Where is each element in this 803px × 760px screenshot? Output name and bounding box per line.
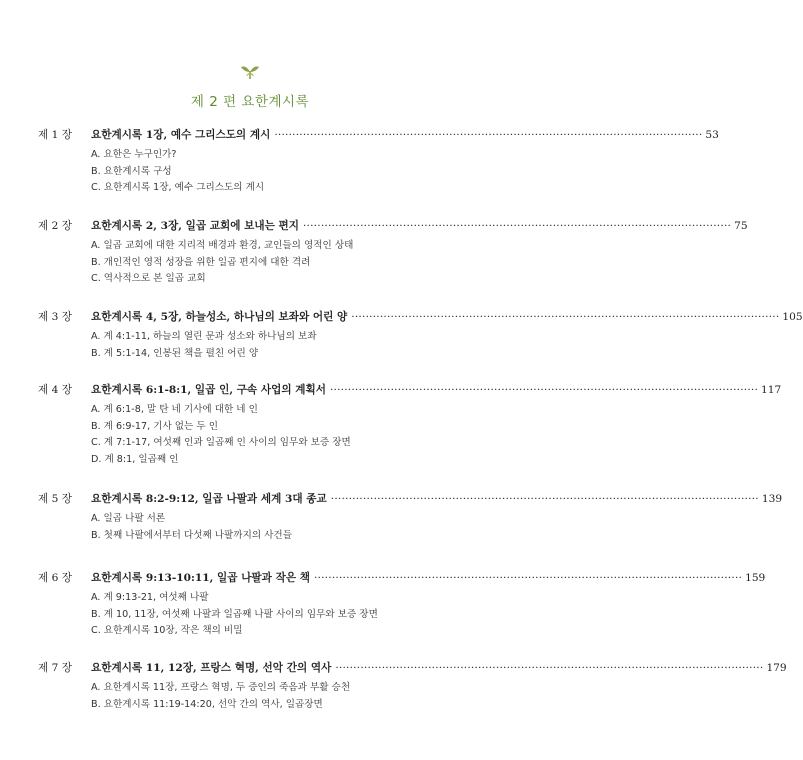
section-item: B. 요한계시록 11:19-14:20, 선악 간의 역사, 일곱장면 <box>91 698 323 710</box>
section-list <box>91 329 418 362</box>
chapter-entry <box>38 491 783 544</box>
leaf-ornament <box>0 64 500 84</box>
chapter-page-number: 179 <box>766 662 787 674</box>
section-item: A. 일곱 나팔 서론 <box>91 513 166 524</box>
chapter-number: 제 1 장 <box>38 129 72 141</box>
section-item: A. 요한은 누구인가? <box>91 149 177 160</box>
dot-leader: ························································································································ <box>335 662 764 674</box>
chapter-title: 요한계시록 9:13-10:11, 일곱 나팔과 작은 책 <box>91 572 310 584</box>
chapter-number: 제 6 장 <box>38 572 72 584</box>
chapter-page-number: 75 <box>734 220 748 232</box>
section-item: B. 요한계시록 구성 <box>91 165 172 177</box>
section-item: C. 계 7:1-17, 여섯째 인과 일곱째 인 사이의 임무와 보증 장면 <box>91 437 351 448</box>
chapter-page-number: 105 <box>782 311 803 323</box>
chapter-entry <box>38 218 748 288</box>
section-item: C. 요한계시록 1장, 예수 그리스도의 계시 <box>91 182 265 193</box>
chapter-heading <box>38 382 782 398</box>
section-item: A. 계 9:13-21, 여섯째 나팔 <box>91 592 209 603</box>
section-item: A. 계 6:1-8, 말 탄 네 기사에 대한 네 인 <box>91 404 258 415</box>
section-list <box>91 590 418 640</box>
section-item: B. 계 6:9-17, 기사 없는 두 인 <box>91 420 218 432</box>
chapter-title: 요한계시록 4, 5장, 하늘성소, 하나님의 보좌와 어린 양 <box>91 311 348 323</box>
chapter-entry <box>38 570 766 640</box>
section-item: B. 계 5:1-14, 인봉된 책을 펼친 어린 양 <box>91 347 259 359</box>
dot-leader: ························································································································ <box>330 493 759 505</box>
section-item: A. 일곱 교회에 대한 지리적 배경과 환경, 교인들의 영적인 상태 <box>91 240 354 251</box>
section-item: B. 첫째 나팔에서부터 다섯째 나팔까지의 사건들 <box>91 529 292 541</box>
chapter-title: 요한계시록 11, 12장, 프랑스 혁명, 선악 간의 역사 <box>91 662 332 674</box>
section-list <box>91 147 418 197</box>
section-list <box>91 511 418 544</box>
chapter-entry <box>38 660 787 713</box>
chapter-number: 제 4 장 <box>38 384 72 396</box>
dot-leader: ························································································································ <box>302 220 732 232</box>
section-list <box>91 680 418 713</box>
section-item: B. 계 10, 11장, 여섯째 나팔과 일곱째 나팔 사이의 임무와 보증 장면 <box>91 608 378 620</box>
chapter-page-number: 139 <box>761 493 783 505</box>
section-item: C. 요한계시록 10장, 작은 책의 비밀 <box>91 625 243 636</box>
chapter-title: 요한계시록 1장, 예수 그리스도의 계시 <box>91 129 271 141</box>
section-item: D. 계 8:1, 일곱째 인 <box>91 453 179 465</box>
chapter-heading <box>38 218 748 234</box>
chapter-entry <box>38 309 803 362</box>
chapter-page-number: 53 <box>705 129 719 141</box>
dot-leader: ························································································································ <box>351 311 780 323</box>
chapter-number: 제 2 장 <box>38 220 72 232</box>
chapter-entry <box>38 382 782 468</box>
dot-leader: ························································································································ <box>313 572 743 584</box>
section-item: B. 개인적인 영적 성장을 위한 일곱 편지에 대한 격려 <box>91 256 311 268</box>
section-item: A. 요한계시록 11장, 프랑스 혁명, 두 증인의 죽음과 부활 승천 <box>91 682 351 693</box>
chapter-title: 요한계시록 8:2-9:12, 일곱 나팔과 세계 3대 종교 <box>91 493 327 505</box>
dot-leader: ························································································································ <box>274 129 703 141</box>
chapter-heading <box>38 309 803 325</box>
chapter-title: 요한계시록 6:1-8:1, 일곱 인, 구속 사업의 계획서 <box>91 384 326 396</box>
part-title: 제 2 편 요한계시록 <box>190 94 310 110</box>
chapter-page-number: 117 <box>761 384 782 396</box>
chapter-number: 제 3 장 <box>38 311 72 323</box>
leaf-sprout-icon <box>239 64 261 80</box>
section-item: C. 역사적으로 본 일곱 교회 <box>91 273 206 284</box>
chapter-heading <box>38 570 766 586</box>
chapter-heading <box>38 660 787 676</box>
section-list <box>91 238 418 288</box>
chapter-number: 제 5 장 <box>38 493 72 505</box>
dot-leader: ························································································································ <box>329 384 759 396</box>
chapter-entry <box>38 127 719 197</box>
chapter-page-number: 159 <box>745 572 766 584</box>
section-item: A. 계 4:1-11, 하늘의 열린 문과 성소와 하나님의 보좌 <box>91 331 317 342</box>
chapter-heading <box>38 127 719 143</box>
section-list <box>91 402 418 468</box>
chapter-heading <box>38 491 783 507</box>
chapter-number: 제 7 장 <box>38 662 72 674</box>
chapter-title: 요한계시록 2, 3장, 일곱 교회에 보내는 편지 <box>91 220 299 232</box>
